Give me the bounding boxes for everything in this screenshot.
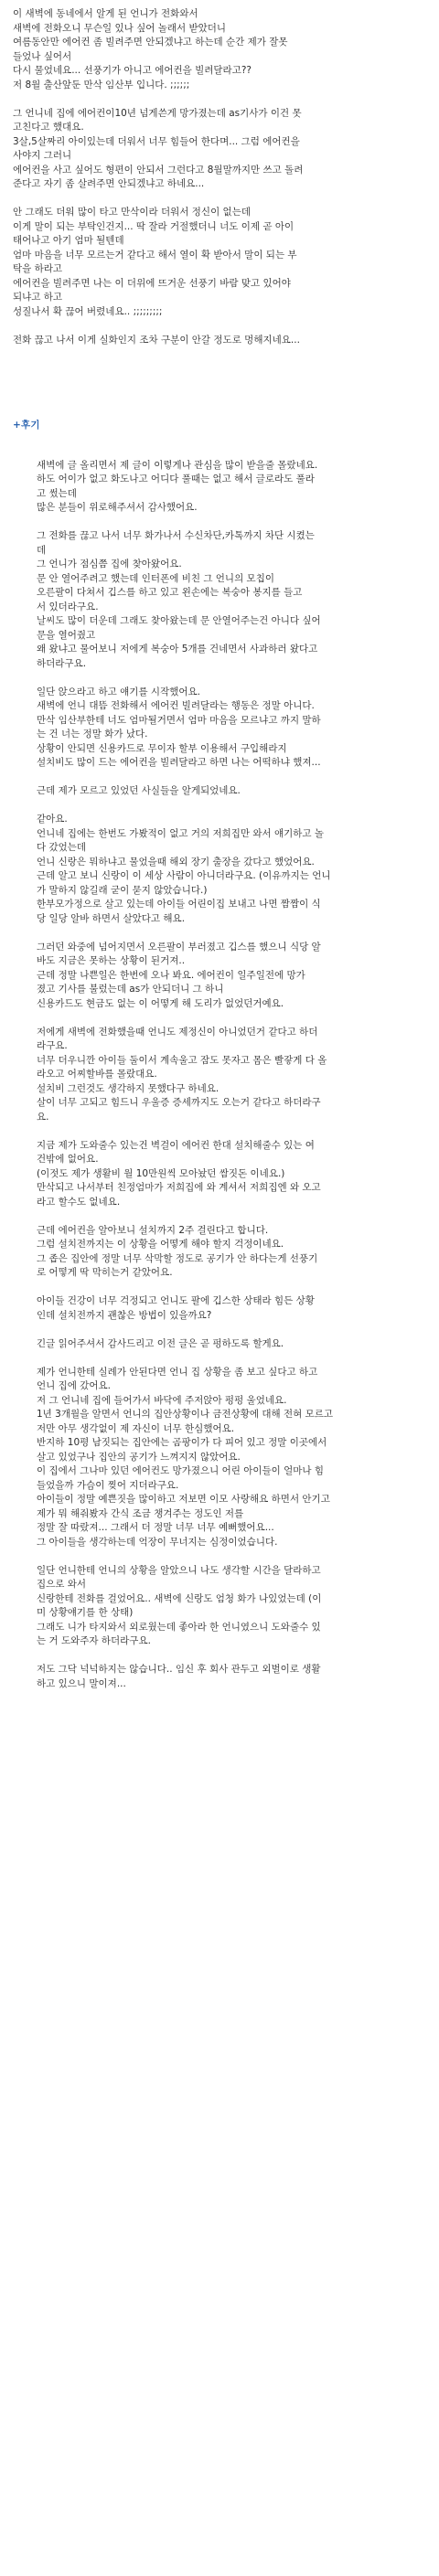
text-line: 설치비 그런것도 생각하지 못했다구 하네요.: [37, 1082, 220, 1094]
text-line: 그러던 와중에 넘어지면서 오른팔이 부러졌고 깁스를 했으니 식당 알: [37, 941, 321, 953]
text-line: 준다고 자기 좀 살려주면 안되겠냐고 하네요...: [13, 178, 205, 189]
text-line: 하고 있으니 말이져...: [37, 1677, 126, 1689]
text-line: 일단 언니한테 언니의 상황을 알았으니 나도 생각할 시간을 달라하고: [37, 1564, 321, 1576]
text-line: 살고 있었구나 집안의 공기가 느껴지지 않았어요.: [37, 1451, 241, 1463]
text-line: 상황이 안되면 신용카드로 무이자 할부 이용해서 구입해라지: [37, 742, 287, 754]
text-line: 문 안 열어주려고 했는데 인터폰에 비친 그 언니의 모칩이: [37, 572, 274, 584]
paragraph: [37, 459, 426, 516]
text-line: 는 건 너는 정말 화가 났다.: [37, 729, 148, 740]
text-line: 아이들이 정말 예쁜짓을 많이하고 저보면 이모 사랑해요 하면서 안기고: [37, 1494, 330, 1505]
paragraph: [13, 7, 426, 92]
text-line: 언니 신랑은 뭐하냐고 물었을때 해외 장기 출장을 갔다고 했었어요.: [37, 856, 315, 868]
text-line: 들었을까 가슴이 찢어 지더라구요.: [37, 1479, 179, 1491]
text-line: 일단 앉으라고 하고 얘기를 시작했어요.: [37, 686, 200, 697]
paragraph: [37, 686, 426, 771]
text-line: 그래도 니가 타지와서 외로웠는데 좋아라 한 언니였으니 도와줄수 있: [37, 1621, 321, 1633]
text-line: 그 언니네 집에 에어컨이10년 넘게쓴게 망가졌는데 as기사가 이건 못: [13, 107, 302, 119]
text-line: 로 어떻게 딱 막히는거 같았어요.: [37, 1267, 173, 1278]
text-line: 저도 그닥 넉넉하지는 않습니다.. 임신 후 회사 관두고 외벌이로 생활: [37, 1664, 321, 1675]
text-line: 저만 아무 생각없이 제 자신이 너무 한심했어요.: [37, 1422, 235, 1434]
text-line: 가 말하지 않길래 굳이 묻지 않았습니다.): [37, 884, 208, 896]
paragraph: [37, 1026, 426, 1125]
text-line: 라고 할수도 없네요.: [37, 1196, 121, 1208]
text-line: 새벽에 언니 대뜸 전화해서 에어컨 빌려달라는 행동은 정말 아니다.: [37, 700, 315, 711]
text-line: 새벽에 글 올리면서 제 글이 이렇게나 관심을 많이 받을줄 몰랐네요.: [37, 459, 318, 471]
text-line: 하더라구요.: [37, 657, 87, 669]
paragraph: [37, 1663, 426, 1691]
text-line: 태어나고 아기 엄마 될텐데: [13, 235, 124, 246]
paragraph: [13, 107, 426, 192]
paragraph: [13, 206, 426, 319]
text-line: 안 그래도 더워 많이 타고 만삭이라 더워서 정신이 없는데: [13, 207, 251, 218]
text-line: 는 거 도와주자 하더라구요.: [37, 1635, 151, 1646]
text-line: 근데 제가 모르고 있었던 사실들을 알게되었네요.: [37, 785, 241, 796]
paragraph: [37, 529, 426, 671]
text-line: 여름동안만 에어컨 좀 빌려주면 안되겠냐고 하는데 순간 제가 잘못: [13, 37, 288, 48]
text-line: 신랑한테 전화를 걸었어요.. 새벽에 신랑도 엄청 화가 나있었는데 (이: [37, 1592, 322, 1604]
text-line: 근데 알고 보니 신랑이 이 세상 사람이 아니더라구요. (이유까지는 언니: [37, 870, 331, 881]
paragraph: [37, 813, 426, 926]
text-line: 아이들 건강이 너무 걱정되고 언니도 팔에 깁스한 상태라 힘든 상황: [37, 1295, 315, 1306]
text-line: 설치비도 많이 드는 에어컨을 빌려달라고 하면 나는 어떡하냐 했져...: [37, 757, 321, 768]
text-line: 제가 뭐 해줘봤자 간식 조금 챙겨주는 정도인 저를: [37, 1507, 244, 1519]
paragraph: [37, 1224, 426, 1281]
text-line: 날씨도 많이 더운데 그래도 찾아왔는데 문 안열어주는건 아니다 싶어: [37, 615, 321, 626]
text-line: 성질나서 확 끊어 버렸네요.. ;;;;;;;;;: [13, 305, 163, 317]
text-line: 데: [37, 544, 47, 556]
text-line: 긴글 읽어주셔서 감사드리고 이전 글은 곧 펑하도록 할게요.: [37, 1337, 284, 1349]
text-line: 지금 제가 도와줄수 있는건 벽걸이 에어컨 한대 설치해줄수 있는 여: [37, 1139, 315, 1151]
text-line: 탁을 하라고: [13, 263, 63, 274]
text-line: 한부모가정으로 살고 있는데 아이들 어린이집 보내고 나면 짬짬이 식: [37, 899, 321, 910]
text-line: 저에게 새벽에 전화했을때 언니도 제정신이 아니었던거 같다고 하더: [37, 1026, 318, 1038]
update-header: [13, 419, 426, 433]
update-content: [13, 433, 426, 1692]
text-line: 반지하 10평 남짓되는 집안에는 곰팡이가 다 피어 있고 정말 이곳에서: [37, 1437, 327, 1448]
text-line: 신용카드도 현금도 없는 이 어떻게 해 도리가 없었던거예요.: [37, 997, 284, 1009]
text-line: 근데 정말 나쁜일은 한번에 오나 봐요. 에어컨이 일주일전에 망가: [37, 969, 305, 981]
text-line: 저 8월 출산앞둔 만삭 임산부 입니다. ;;;;;;: [13, 79, 190, 90]
text-line: 하도 어이가 없고 화도나고 어디다 풀때는 없고 해서 글로라도 풀라: [37, 474, 315, 484]
text-line: 만삭 임산부한테 너도 엄마될거면서 엄마 마음을 모르냐고 까지 말하: [37, 714, 321, 726]
text-line: 문을 열어줬고: [37, 629, 96, 641]
text-line: 저 그 언니네 집에 들어가서 바닥에 주저앉아 펑펑 울었네요.: [37, 1394, 287, 1406]
text-line: 이 집에서 그나마 있던 에어컨도 망가졌으니 어린 아이들이 얼마나 힘: [37, 1465, 325, 1476]
text-line: 다시 물었네요... 선풍기가 아니고 에어컨을 빌려달라고??: [13, 65, 252, 76]
text-line: 이게 말이 되는 부탁인건지... 딱 잘라 거절했더니 너도 이제 곧 아이: [13, 220, 294, 232]
text-line: 새벽에 전화오니 무슨일 있나 싶어 놀래서 받았더니: [13, 22, 227, 34]
text-line: 1년 3개월을 알면서 언니의 집안상황이나 금전상황에 대해 전혀 모르고: [37, 1409, 334, 1420]
text-line: 졌고 기사를 불렀는데 as가 안되더니 그 하니: [37, 984, 224, 995]
text-line: 고친다고 했대요.: [13, 122, 84, 133]
text-line: 오른팔이 다쳐서 깁스를 하고 있고 왼손에는 복숭아 봉지를 들고: [37, 587, 303, 598]
text-line: 라오고 어찌할바를 몰랐대요.: [37, 1069, 157, 1080]
text-line: 바도 지금은 못하는 상황이 된거져..: [37, 955, 186, 966]
text-line: 언니네 집에는 한번도 가봤적이 없고 거의 저희집만 와서 얘기하고 놀: [37, 827, 325, 839]
text-line: 에어컨을 빌려주면 나는 이 더위에 뜨거운 선풍기 바람 맞고 있어야: [13, 277, 291, 289]
paragraph: [37, 1366, 426, 1550]
text-line: 근데 에어컨을 알아보니 설치까지 2주 걸린다고 합니다.: [37, 1224, 269, 1236]
text-line: 인데 설치전까지 괜찮은 방법이 있을까요?: [37, 1309, 212, 1321]
paragraph: [37, 941, 426, 1012]
text-line: 건밖에 없어요.: [37, 1154, 99, 1165]
text-line: 정말 잘 따랐져... 그래서 더 정말 너무 너무 예뻐했어요...: [37, 1522, 274, 1533]
text-line: 만삭되고 나서부터 친정엄마가 저희집에 와 계셔서 저희집엔 와 오고: [37, 1182, 321, 1193]
post-content: [13, 7, 426, 347]
paragraph: [37, 1294, 426, 1323]
text-line: 미 상황얘기를 한 상태): [37, 1607, 134, 1618]
paragraph: [13, 334, 426, 348]
text-line: 제가 언니한테 실례가 안된다면 언니 집 상황을 좀 보고 싶다고 하고: [37, 1366, 318, 1378]
text-line: 당 일당 알바 하면서 살았다고 해요.: [37, 912, 186, 924]
text-line: 왜 왔냐고 물어보니 저에게 복숭아 5개를 건네면서 사과하러 왔다고: [37, 644, 318, 655]
paragraph: [37, 1337, 426, 1352]
text-line: 그 언니가 점심쯤 집에 찾아왔어요.: [37, 559, 182, 569]
text-line: 고 썼는데: [37, 487, 77, 499]
text-line: 너무 더우니깐 아이들 둘이서 계속울고 잠도 못자고 몸은 빨갛게 다 올: [37, 1054, 327, 1066]
text-line: (이젓도 제가 생활비 월 10만원씩 모아놨던 쌈짓돈 이네요.): [37, 1167, 285, 1179]
text-line: 그 전화를 끊고 나서 너무 화가나서 수신차단,카톡까지 차단 시켰는: [37, 530, 315, 541]
text-line: 3살,5살짜리 아이있는데 더워서 너무 힘들어 한다며... 그럼 에어컨을: [13, 135, 300, 147]
paragraph: [37, 784, 426, 799]
text-line: 그 좁은 집안에 정말 너무 삭막할 정도로 공기가 안 하다는게 선풍기: [37, 1252, 318, 1264]
text-line: 살이 너무 고되고 힘드니 우울증 증세까지도 오는거 같다고 하더라구: [37, 1097, 321, 1108]
text-line: 다 갔었는데: [37, 842, 87, 853]
text-line: 서 있더라구요.: [37, 601, 99, 612]
update-label: +후기: [13, 420, 40, 431]
text-line: 되냐고 하고: [13, 292, 63, 303]
text-line: 에어컨을 사고 싶어도 형편이 안되서 그런다고 8월말까지만 쓰고 돌려: [13, 164, 304, 176]
paragraph: [37, 1564, 426, 1649]
text-line: 그 아이들을 생각하는데 억장이 무너지는 심정이었습니다.: [37, 1536, 278, 1548]
text-line: 그럼 설치전까지는 이 상황을 어떻게 해야 할지 걱정이네요.: [37, 1239, 284, 1250]
text-line: 언니 집에 갔어요.: [37, 1380, 112, 1391]
text-line: 전화 끊고 나서 이게 실화인지 조차 구분이 안갈 정도로 멍해지네요...: [13, 334, 300, 346]
text-line: 집으로 와서: [37, 1579, 87, 1590]
text-line: 엄마 마음을 너무 모르는거 같다고 해서 열이 확 받아서 말이 되는 부: [13, 249, 297, 261]
text-line: 들었나 싶어서: [13, 50, 72, 62]
paragraph: [37, 1139, 426, 1210]
text-line: 요.: [37, 1111, 49, 1123]
text-line: 같아요.: [37, 814, 68, 825]
text-line: 많은 분들이 위로해주셔서 감사했어요.: [37, 502, 198, 513]
text-line: 사야지 그러니: [13, 150, 72, 161]
text-line: 라구요.: [37, 1040, 68, 1051]
text-line: 이 새벽에 동네에서 알게 된 언니가 전화와서: [13, 8, 198, 19]
